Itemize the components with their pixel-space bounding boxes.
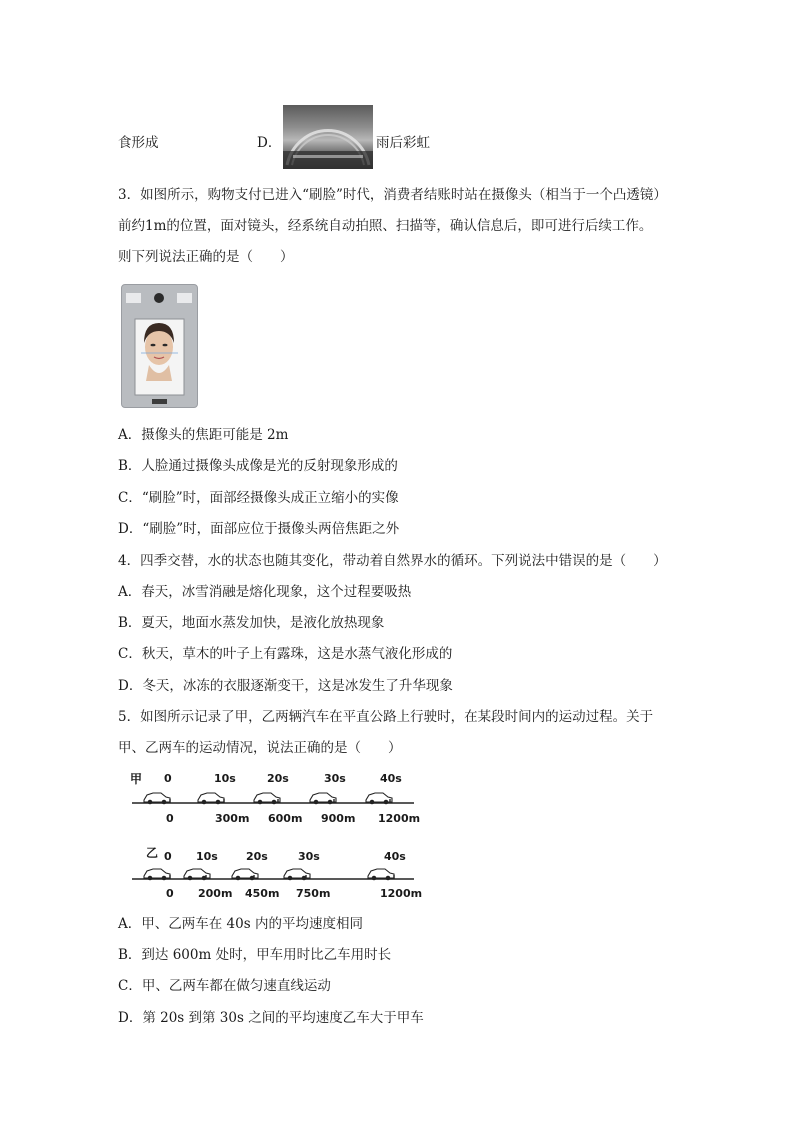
- yi-distance-200m: 200m: [198, 887, 233, 900]
- jia-distance-900m: 900m: [321, 812, 356, 825]
- yi-distance-750m: 750m: [296, 887, 331, 900]
- option-d-label: D．: [257, 135, 282, 151]
- q3-stem-line-3: 则下列说法正确的是（ ）: [118, 249, 294, 265]
- yi-distance-450m: 450m: [245, 887, 280, 900]
- q3-option-c: C．“刷脸”时，面部经摄像头成正立缩小的实像: [118, 490, 399, 506]
- yi-distance-0: 0: [166, 887, 174, 900]
- car-motion-diagram: [128, 768, 423, 904]
- jia-distance-1200m: 1200m: [378, 812, 421, 825]
- jia-distance-300m: 300m: [215, 812, 250, 825]
- q3-stem-line-1: 3．如图所示，购物支付已进入“刷脸”时代，消费者结账时站在摄像头（相当于一个凸透镜）: [118, 187, 667, 203]
- face-pay-device-image: [121, 284, 198, 408]
- q5-stem-line-2: 甲、乙两车的运动情况，说法正确的是（ ）: [118, 740, 402, 756]
- q3-option-b: B．人脸通过摄像头成像是光的反射现象形成的: [118, 458, 398, 474]
- jia-time-30s: 30s: [324, 772, 346, 785]
- yi-time-10s: 10s: [196, 850, 218, 863]
- option-c-tail: 食形成: [118, 135, 159, 151]
- q3-option-d: D．“刷脸”时，面部应位于摄像头两倍焦距之外: [118, 521, 400, 537]
- jia-distance-0: 0: [166, 812, 174, 825]
- jia-label: 甲: [130, 772, 143, 786]
- yi-label: 乙: [146, 846, 159, 860]
- q3-stem-line-2: 前约1m的位置，面对镜头，经系统自动拍照、扫描等，确认信息后，即可进行后续工作。: [118, 218, 653, 234]
- q4-option-c: C．秋天，草木的叶子上有露珠，这是水蒸气液化形成的: [118, 646, 453, 662]
- q3-option-a: A．摄像头的焦距可能是 2m: [118, 427, 289, 443]
- jia-time-20s: 20s: [267, 772, 289, 785]
- q5-stem-line-1: 5．如图所示记录了甲，乙两辆汽车在平直公路上行驶时，在某段时间内的运动过程。关于: [118, 709, 654, 725]
- jia-distance-600m: 600m: [268, 812, 303, 825]
- jia-time-10s: 10s: [214, 772, 236, 785]
- jia-time-0: 0: [164, 772, 172, 785]
- yi-time-40s: 40s: [384, 850, 406, 863]
- q5-option-b: B．到达 600m 处时，甲车用时比乙车用时长: [118, 947, 392, 963]
- jia-time-40s: 40s: [380, 772, 402, 785]
- q4-option-d: D．冬天，冰冻的衣服逐渐变干，这是冰发生了升华现象: [118, 678, 453, 694]
- q5-option-d: D．第 20s 到第 30s 之间的平均速度乙车大于甲车: [118, 1010, 424, 1026]
- q4-option-b: B．夏天，地面水蒸发加快，是液化放热现象: [118, 615, 385, 631]
- yi-time-30s: 30s: [298, 850, 320, 863]
- yi-time-0: 0: [164, 850, 172, 863]
- q4-stem: 4．四季交替，水的状态也随其变化，带动着自然界水的循环。下列说法中错误的是（ ）: [118, 553, 667, 569]
- yi-distance-1200m: 1200m: [380, 887, 423, 900]
- q5-option-c: C．甲、乙两车都在做匀速直线运动: [118, 978, 331, 994]
- option-d-text: 雨后彩虹: [376, 135, 430, 151]
- q5-option-a: A．甲、乙两车在 40s 内的平均速度相同: [118, 916, 363, 932]
- yi-time-20s: 20s: [246, 850, 268, 863]
- rainbow-photo: [283, 105, 373, 169]
- q4-option-a: A．春天，冰雪消融是熔化现象，这个过程要吸热: [118, 584, 412, 600]
